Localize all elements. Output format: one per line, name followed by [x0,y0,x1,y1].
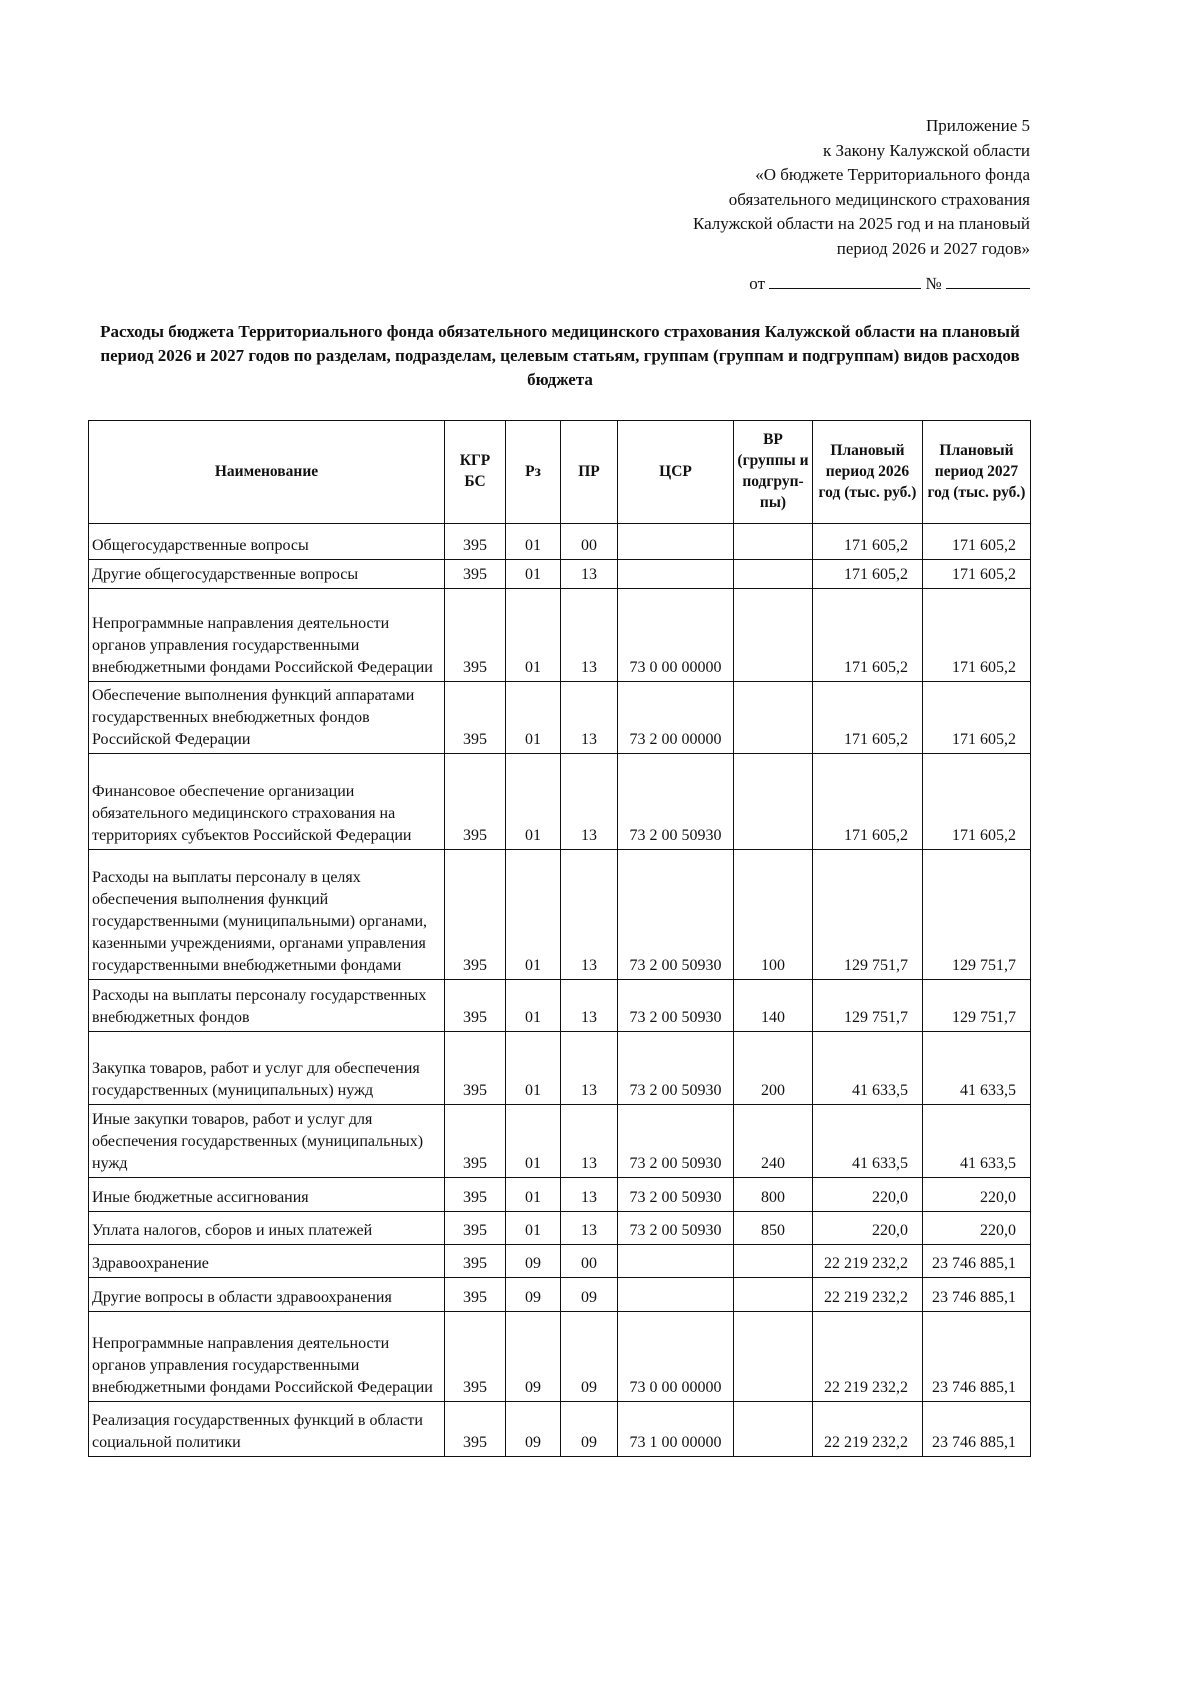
header-name: Наименование [89,421,445,524]
cell-pr: 13 [561,1178,618,1212]
cell-2027: 23 746 885,1 [923,1278,1031,1312]
appendix-line: обязательного медицинского страхования [728,189,1030,209]
cell-2026: 171 605,2 [813,524,923,560]
cell-2027: 171 605,2 [923,754,1031,850]
cell-rz: 01 [506,754,561,850]
header-kgrbs: КГР БС [445,421,506,524]
cell-vr [734,682,813,754]
cell-pr: 13 [561,1105,618,1178]
table-row [89,1105,1031,1178]
cell-rz: 01 [506,682,561,754]
cell-name: Здравоохранение [89,1245,445,1278]
header-2026: Плановый период 2026 год (тыс. руб.) [813,421,923,524]
date-number-line [749,274,1030,294]
cell-2027: 171 605,2 [923,682,1031,754]
appendix-line: «О бюджете Территориального фонда [755,165,1030,184]
table-row [89,524,1031,560]
table-row [89,682,1031,754]
cell-pr: 00 [561,1245,618,1278]
budget-table [88,420,1031,1457]
cell-rz: 01 [506,980,561,1032]
cell-rz: 01 [506,589,561,682]
cell-2026: 22 219 232,2 [813,1312,923,1402]
appendix-line: Приложение 5 [926,116,1030,135]
cell-kgrbs: 395 [445,980,506,1032]
cell-kgrbs: 395 [445,524,506,560]
cell-name: Уплата налогов, сборов и иных платежей [89,1212,445,1245]
cell-kgrbs: 395 [445,682,506,754]
cell-rz: 01 [506,850,561,980]
cell-name: Финансовое обеспечение организации обязательного медицинского страхования на территориях субъектов Российской Федерации [89,754,445,850]
cell-pr: 13 [561,1212,618,1245]
appendix-header [693,114,1030,261]
table-row [89,980,1031,1032]
date-blank [769,274,921,289]
cell-kgrbs: 395 [445,560,506,589]
date-label: от [749,274,766,293]
cell-pr: 00 [561,524,618,560]
cell-2027: 171 605,2 [923,524,1031,560]
cell-kgrbs: 395 [445,754,506,850]
cell-vr [734,1312,813,1402]
cell-pr: 09 [561,1278,618,1312]
cell-kgrbs: 395 [445,1278,506,1312]
cell-vr: 850 [734,1212,813,1245]
cell-name: Другие общегосударственные вопросы [89,560,445,589]
cell-csr: 73 2 00 50930 [618,754,734,850]
cell-csr: 73 2 00 50930 [618,980,734,1032]
cell-kgrbs: 395 [445,589,506,682]
cell-pr: 13 [561,560,618,589]
cell-2026: 220,0 [813,1178,923,1212]
cell-rz: 09 [506,1402,561,1457]
cell-2027: 129 751,7 [923,850,1031,980]
cell-rz: 01 [506,560,561,589]
cell-kgrbs: 395 [445,1245,506,1278]
table-row [89,1178,1031,1212]
number-blank [946,274,1030,289]
cell-2026: 171 605,2 [813,682,923,754]
cell-rz: 01 [506,1212,561,1245]
cell-kgrbs: 395 [445,1212,506,1245]
cell-2027: 41 633,5 [923,1032,1031,1105]
cell-vr: 100 [734,850,813,980]
cell-csr [618,524,734,560]
cell-name: Иные закупки товаров, работ и услуг для обеспечения государственных (муниципальных) нужд [89,1105,445,1178]
cell-name: Реализация государственных функций в области социальной политики [89,1402,445,1457]
cell-vr [734,1278,813,1312]
table-row [89,1278,1031,1312]
cell-2026: 171 605,2 [813,754,923,850]
cell-2027: 220,0 [923,1178,1031,1212]
header-rz: Рз [506,421,561,524]
cell-kgrbs: 395 [445,1312,506,1402]
cell-2026: 22 219 232,2 [813,1278,923,1312]
cell-csr [618,560,734,589]
cell-vr [734,524,813,560]
cell-csr: 73 0 00 00000 [618,589,734,682]
cell-csr: 73 2 00 50930 [618,1178,734,1212]
cell-name: Расходы на выплаты персоналу в целях обеспечения выполнения функций государственными (муниципальными) органами, казенными учреждениями, органами управления государственными внебюджетными фондами [89,850,445,980]
table-row [89,1032,1031,1105]
table-header-row [89,421,1031,524]
cell-name: Общегосударственные вопросы [89,524,445,560]
cell-rz: 09 [506,1278,561,1312]
cell-csr [618,1278,734,1312]
cell-vr: 240 [734,1105,813,1178]
table-row [89,1402,1031,1457]
document-title: Расходы бюджета Территориального фонда обязательного медицинского страхования Калужской области на плановый период 2026 и 2027 годов по разделам, подразделам, целевым статьям, группам (группам и подгруппам) видов расходов бюджета [100,322,1020,389]
cell-2026: 171 605,2 [813,560,923,589]
cell-rz: 01 [506,1178,561,1212]
cell-rz: 01 [506,1105,561,1178]
cell-kgrbs: 395 [445,1402,506,1457]
table-row [89,754,1031,850]
cell-name: Другие вопросы в области здравоохранения [89,1278,445,1312]
cell-2026: 220,0 [813,1212,923,1245]
cell-csr: 73 2 00 50930 [618,850,734,980]
cell-vr [734,589,813,682]
cell-2026: 171 605,2 [813,589,923,682]
cell-2026: 129 751,7 [813,980,923,1032]
table-row [89,560,1031,589]
appendix-line: к Закону Калужской области [823,140,1030,160]
cell-vr [734,754,813,850]
cell-rz: 09 [506,1245,561,1278]
cell-pr: 13 [561,1032,618,1105]
cell-rz: 01 [506,1032,561,1105]
cell-rz: 01 [506,524,561,560]
appendix-line: период 2026 и 2027 годов» [836,238,1030,258]
cell-name: Иные бюджетные ассигнования [89,1178,445,1212]
number-label: № [925,274,942,293]
cell-2027: 23 746 885,1 [923,1245,1031,1278]
cell-kgrbs: 395 [445,1032,506,1105]
cell-name: Закупка товаров, работ и услуг для обеспечения государственных (муниципальных) нужд [89,1032,445,1105]
appendix-line: Калужской области на 2025 год и на плановый [693,214,1030,233]
cell-name: Расходы на выплаты персоналу государственных внебюджетных фондов [89,980,445,1032]
header-vr: ВР (группы и подгруп-пы) [734,421,813,524]
cell-2027: 23 746 885,1 [923,1402,1031,1457]
cell-vr: 140 [734,980,813,1032]
cell-csr: 73 0 00 00000 [618,1312,734,1402]
cell-2026: 22 219 232,2 [813,1402,923,1457]
cell-2026: 41 633,5 [813,1105,923,1178]
cell-pr: 13 [561,589,618,682]
cell-csr: 73 2 00 50930 [618,1212,734,1245]
table-row [89,1245,1031,1278]
cell-csr: 73 1 00 00000 [618,1402,734,1457]
cell-name: Обеспечение выполнения функций аппаратами государственных внебюджетных фондов Российской Федерации [89,682,445,754]
cell-2027: 171 605,2 [923,589,1031,682]
table-row [89,850,1031,980]
cell-2026: 41 633,5 [813,1032,923,1105]
cell-vr [734,1245,813,1278]
cell-vr [734,1402,813,1457]
cell-2027: 129 751,7 [923,980,1031,1032]
cell-pr: 13 [561,980,618,1032]
cell-kgrbs: 395 [445,850,506,980]
cell-2027: 23 746 885,1 [923,1312,1031,1402]
cell-csr: 73 2 00 00000 [618,682,734,754]
cell-name: Непрограммные направления деятельности органов управления государственными внебюджетными фондами Российской Федерации [89,589,445,682]
cell-2027: 220,0 [923,1212,1031,1245]
cell-csr [618,1245,734,1278]
cell-pr: 13 [561,682,618,754]
cell-vr: 200 [734,1032,813,1105]
cell-csr: 73 2 00 50930 [618,1032,734,1105]
header-2027: Плановый период 2027 год (тыс. руб.) [923,421,1031,524]
cell-csr: 73 2 00 50930 [618,1105,734,1178]
cell-kgrbs: 395 [445,1105,506,1178]
table-row [89,1312,1031,1402]
cell-2026: 129 751,7 [813,850,923,980]
header-csr: ЦСР [618,421,734,524]
cell-name: Непрограммные направления деятельности органов управления государственными внебюджетными фондами Российской Федерации [89,1312,445,1402]
table-row [89,589,1031,682]
cell-vr [734,560,813,589]
cell-pr: 13 [561,850,618,980]
cell-2026: 22 219 232,2 [813,1245,923,1278]
cell-pr: 09 [561,1312,618,1402]
cell-vr: 800 [734,1178,813,1212]
table-row [89,1212,1031,1245]
cell-kgrbs: 395 [445,1178,506,1212]
cell-rz: 09 [506,1312,561,1402]
cell-2027: 41 633,5 [923,1105,1031,1178]
cell-2027: 171 605,2 [923,560,1031,589]
cell-pr: 13 [561,754,618,850]
cell-pr: 09 [561,1402,618,1457]
header-pr: ПР [561,421,618,524]
